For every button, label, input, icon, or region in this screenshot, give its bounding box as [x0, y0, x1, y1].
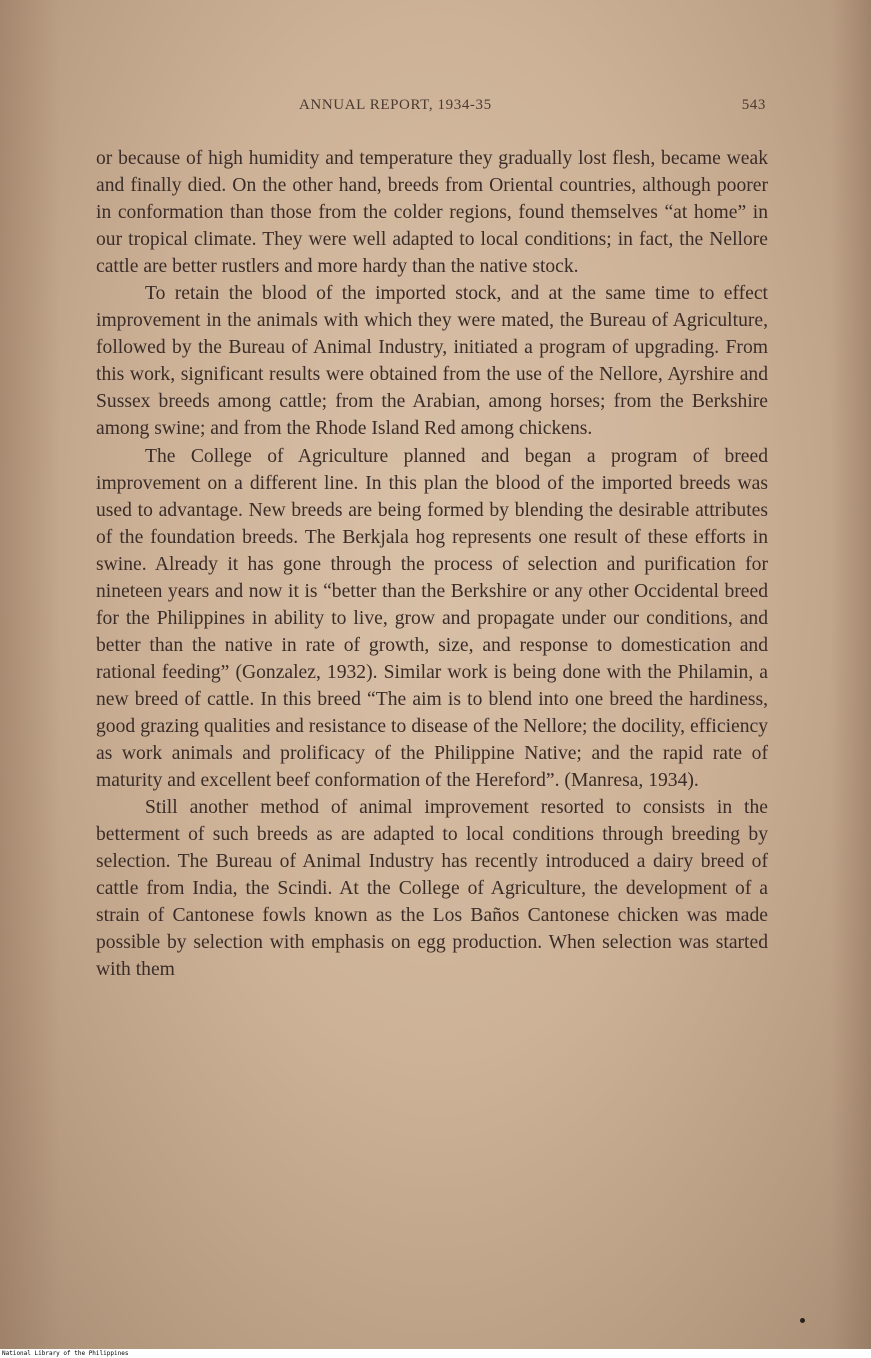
- paragraph-4: Still another method of animal improvement resorted to consists in the betterment of such breeds as are adapted to local conditions through breeding by selection. The Bureau of Animal Industry has recently introduced a dairy breed of cattle from India, the Scindi. At the College of Agriculture, the development of a strain of Cantonese fowls known as the Los Baños Cantonese chicken was made possible by selection with emphasis on egg production. When selection was started with them: [96, 797, 768, 981]
- paragraph-2: To retain the blood of the imported stock, and at the same time to effect improvement in the animals with which they were mated, the Bureau of Agriculture, followed by the Bureau of Animal Industry, initiated a program of upgrading. From this work, significant results were obtained from the use of the Nellore, Ayrshire and Sussex breeds among cattle; from the Arabian, among horses; from the Berkshire among swine; and from the Rhode Island Red among chickens.: [96, 283, 768, 440]
- paragraph-3: The College of Agriculture planned and began a program of breed improvement on a different line. In this plan the blood of the imported breeds was used to advantage. New breeds are being formed by blending the desirable attributes of the foundation breeds. The Berkjala hog represents one result of these efforts in swine. Already it has gone through the process of selection and purification for nineteen years and now it is “better than the Berkshire or any other Occidental breed for the Philippines in ability to live, grow and propagate under our conditions, and better than the native in rate of growth, size, and response to domestication and rational feeding” (Gonzalez, 1932). Similar work is being done with the Philamin, a new breed of cattle. In this breed “The aim is to blend into one breed the hardiness, good grazing qualities and resistance to disease of the Nellore; the docility, efficiency as work animals and prolificacy of the Philippine Native; and the rapid rate of maturity and excellent beef conformation of the Hereford”. (Manresa, 1934).: [96, 445, 768, 792]
- library-watermark: National Library of the Philippines: [0, 1349, 871, 1358]
- ink-speck: [800, 1318, 805, 1323]
- header-title: ANNUAL REPORT, 1934-35: [299, 97, 492, 113]
- page-number: 543: [741, 97, 766, 113]
- body-text: [96, 145, 768, 983]
- running-header: [96, 97, 766, 119]
- paragraph-1: or because of high humidity and temperature they gradually lost flesh, became weak and finally died. On the other hand, breeds from Oriental countries, although poorer in conformation than those from the colder regions, found themselves “at home” in our tropical climate. They were well adapted to local conditions; in fact, the Nellore cattle are better rustlers and more hardy than the native stock.: [96, 148, 768, 278]
